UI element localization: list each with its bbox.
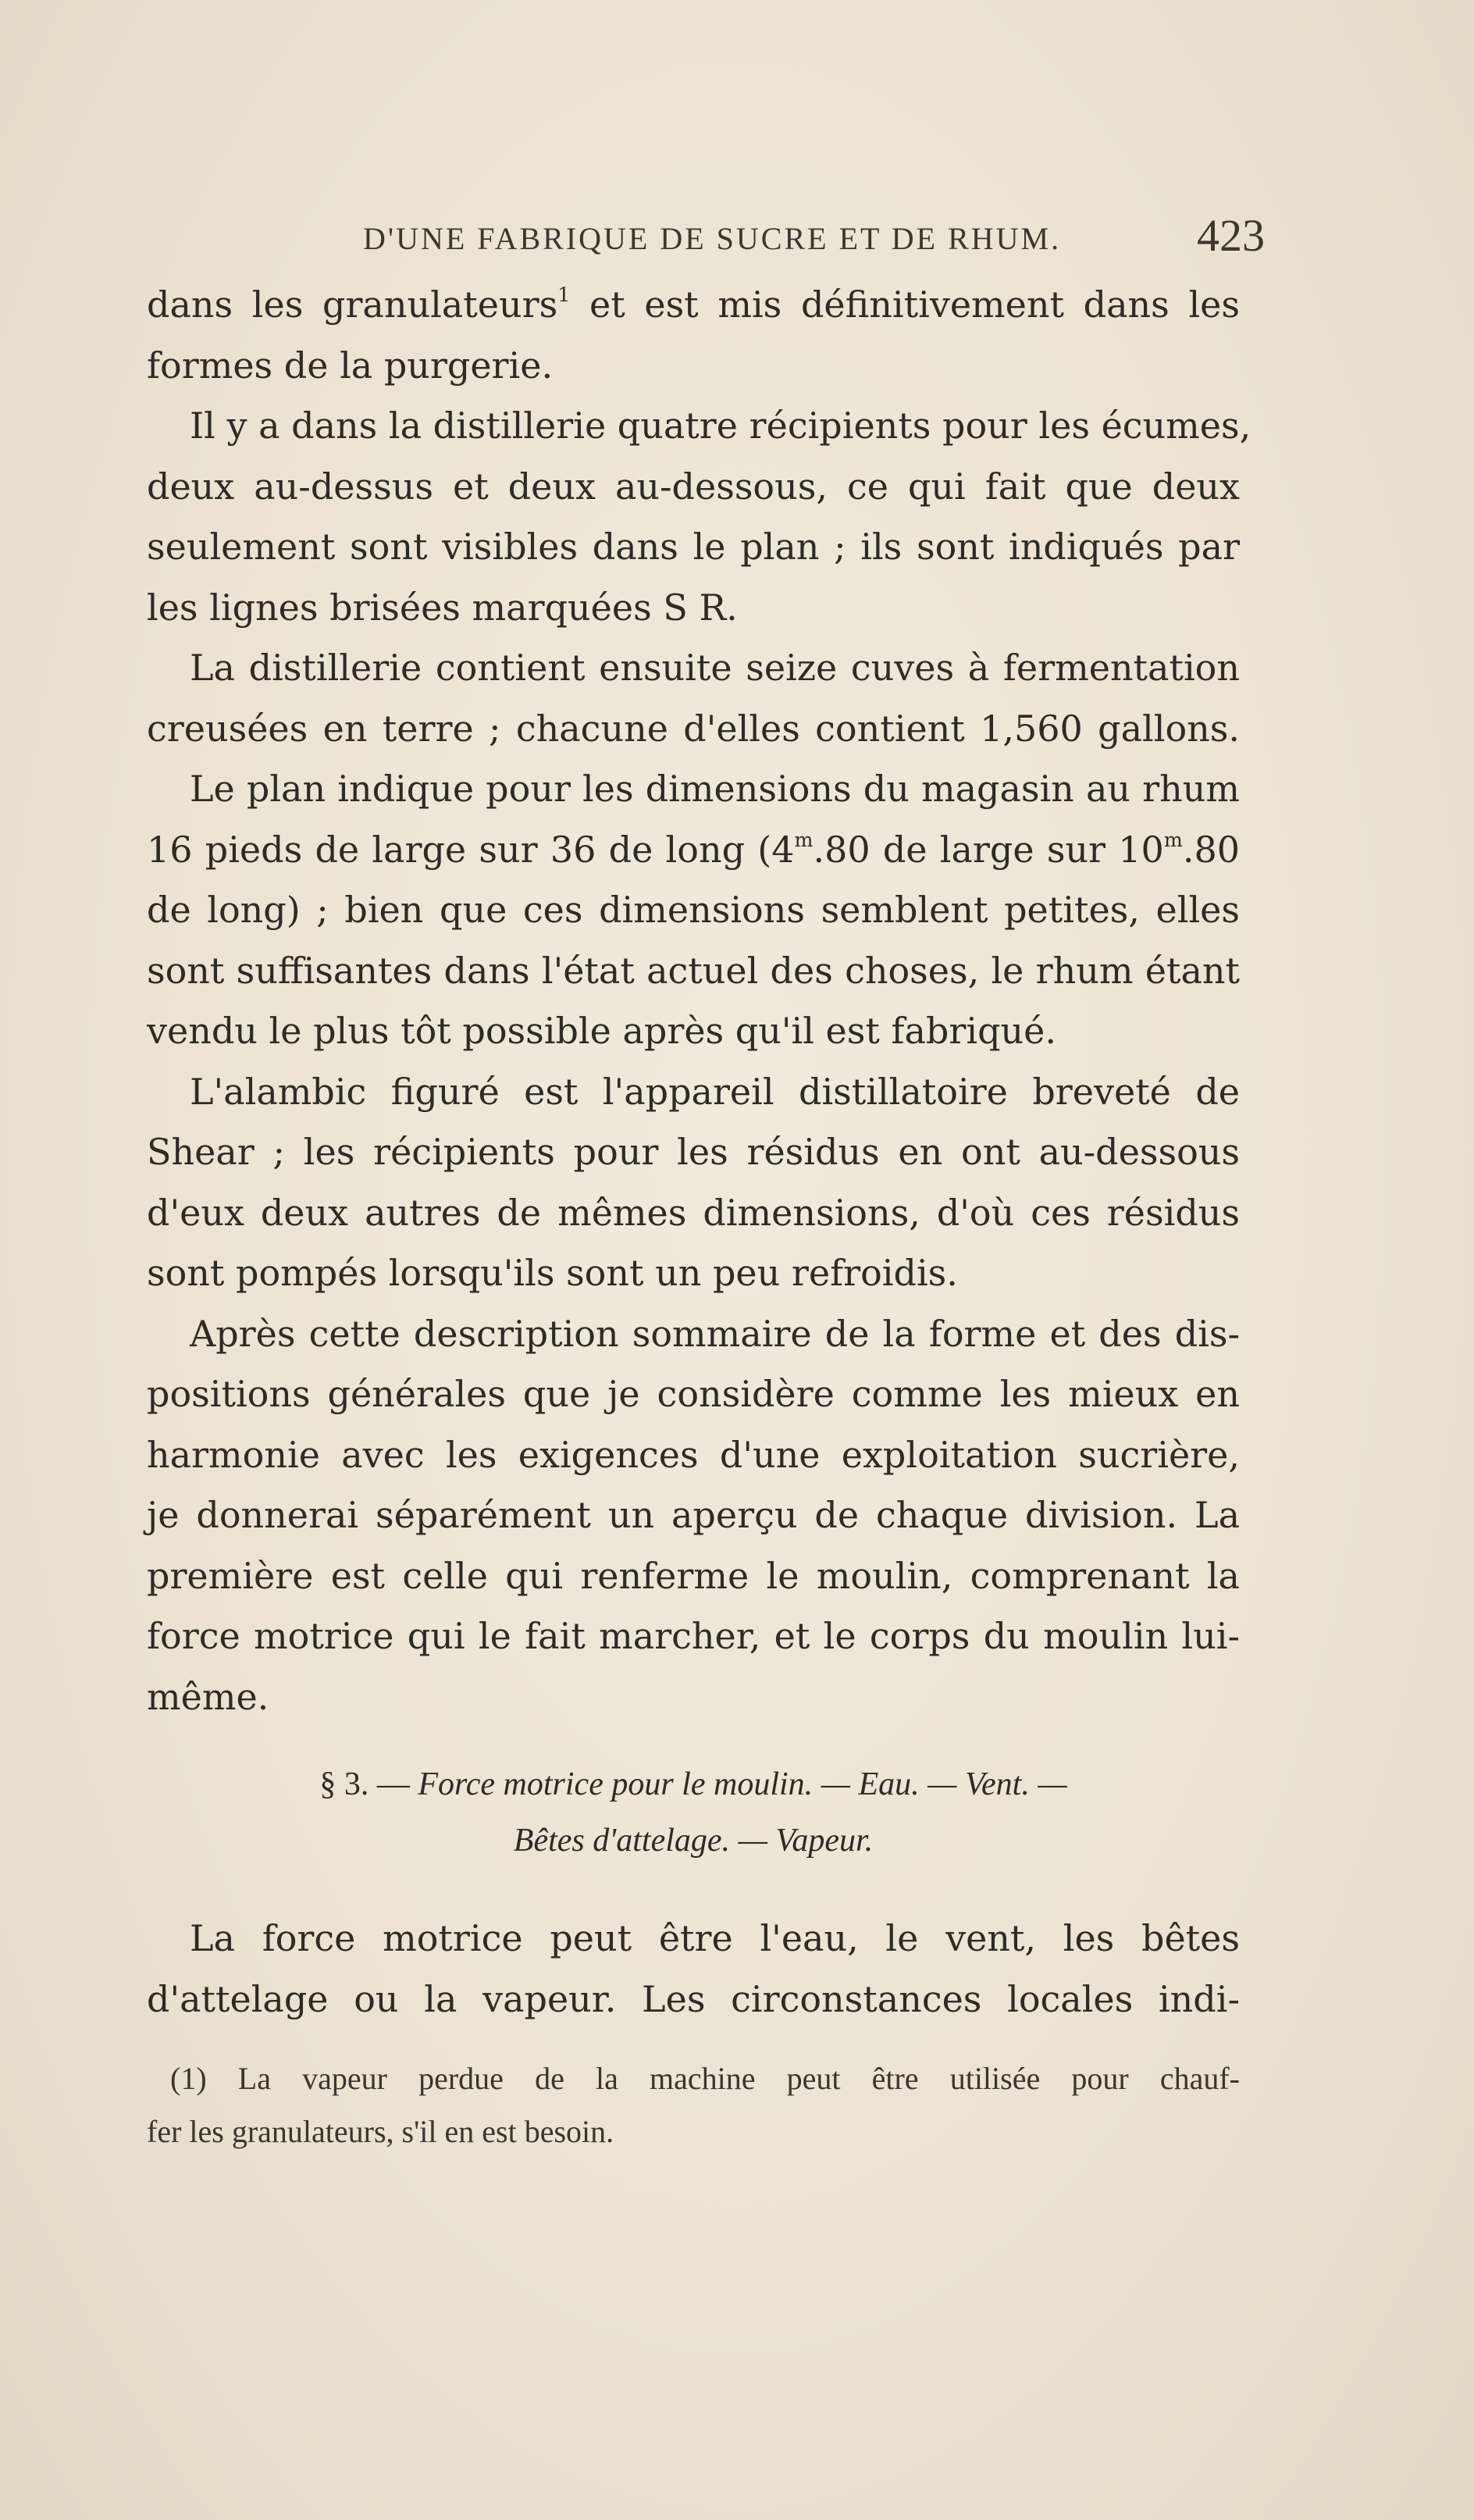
text-line: [147, 820, 1240, 881]
text-line: creusées en terre ; chacune d'elles contient 1,560 gallons.: [147, 707, 1240, 750]
footnote: [147, 2052, 1240, 2158]
running-head: D'UNE FABRIQUE DE SUCRE ET DE RHUM.: [363, 221, 1062, 256]
unit-superscript: m: [794, 828, 814, 851]
text-line: seulement sont visibles dans le plan ; ils sont indiqués par: [147, 526, 1240, 568]
text-line: L'alambic figuré est l'appareil distillatoire breveté de: [190, 1070, 1240, 1113]
text-line: harmonie avec les exigences d'une exploitation sucrière,: [147, 1433, 1240, 1476]
text-line: d'attelage ou la vapeur. Les circonstances locales indi-: [147, 1977, 1240, 2020]
text-line: La distillerie contient ensuite seize cuves à fermentation: [190, 647, 1240, 689]
text-run: 16 pieds de large sur 36 de long (4: [147, 828, 795, 871]
unit-superscript: m: [1163, 828, 1183, 851]
text-run: .80 de large sur 10: [813, 828, 1164, 871]
text-line: sont pompés lorsqu'ils sont un peu refroidis.: [147, 1252, 958, 1294]
text-run: .80: [1182, 828, 1240, 871]
text-line: Il y a dans la distillerie quatre récipients pour les écumes,: [190, 405, 1251, 447]
footnote-ref: 1: [557, 283, 571, 306]
text-line: positions générales que je considère comme les mieux en: [147, 1373, 1240, 1415]
text-line: les lignes brisées marquées S R.: [147, 586, 738, 629]
text-line: première est celle qui renferme le moulin, comprenant la: [147, 1554, 1240, 1597]
footnote-line: fer les granulateurs, s'il en est besoin.: [147, 2114, 614, 2149]
body-text-continued: [147, 1909, 1240, 2030]
text-line: de long) ; bien que ces dimensions semblent petites, elles: [147, 889, 1240, 931]
page-header: [133, 209, 1265, 272]
section-heading-line-2: Bêtes d'attelage. — Vapeur.: [513, 1823, 874, 1859]
body-text: [147, 275, 1251, 1727]
text-line: d'eux deux autres de mêmes dimensions, d'où ces résidus: [147, 1191, 1240, 1234]
text-line: force motrice qui le fait marcher, et le corps du moulin lui-: [147, 1615, 1240, 1657]
page-number: 423: [1197, 210, 1265, 261]
text-line: même.: [147, 1675, 269, 1718]
text-line: La force motrice peut être l'eau, le vent, les bêtes: [190, 1917, 1240, 1959]
text-line: Après cette description sommaire de la forme et des dis-: [190, 1312, 1240, 1355]
text-line: sont suffisantes dans l'état actuel des choses, le rhum étant: [147, 949, 1240, 992]
section-heading: [147, 1757, 1240, 1812]
text-run: et est mis définitivement dans les: [570, 283, 1240, 326]
text-run: dans les granulateurs: [147, 283, 558, 326]
text-line: vendu le plus tôt possible après qu'il est fabriqué.: [147, 1010, 1056, 1052]
section-title-line-1: Force motrice pour le moulin. — Eau. — Vent. —: [418, 1766, 1067, 1802]
text-line: [147, 275, 1240, 336]
text-line: deux au-dessus et deux au-dessous, ce qui fait que deux: [147, 465, 1240, 508]
footnote-line: (1) La vapeur perdue de la machine peut être utilisée pour chauf-: [170, 2061, 1240, 2096]
text-line: Le plan indique pour les dimensions du magasin au rhum: [190, 768, 1240, 810]
text-line: Shear ; les récipients pour les résidus en ont au-dessous: [147, 1131, 1240, 1173]
section-number: § 3. —: [319, 1766, 410, 1802]
text-line: formes de la purgerie.: [147, 344, 554, 387]
text-line: je donnerai séparément un aperçu de chaque division. La: [147, 1494, 1240, 1536]
